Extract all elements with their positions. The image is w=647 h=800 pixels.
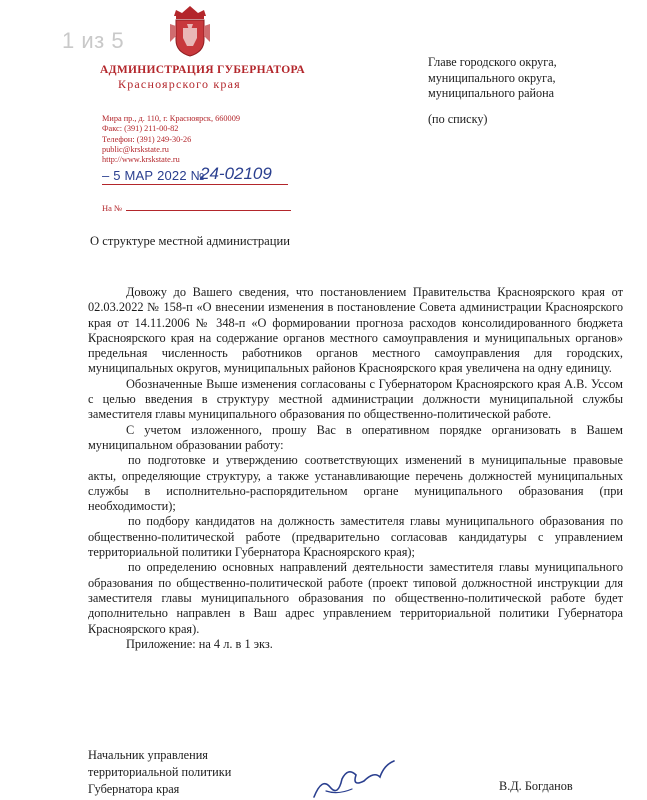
registration-line: [102, 165, 292, 187]
body-list-item: по подбору кандидатов на должность заместителя главы муниципального образования по общественно-политической работе (предварительно согласовав кандидатуры с управлением территориальной политики Губернатора Красноярского края);: [88, 514, 623, 560]
signatory-title: территориальной политики: [88, 765, 232, 779]
letter-body: [88, 285, 623, 652]
contact-fax: Факс: (391) 211-00-82: [102, 124, 179, 134]
contact-phone: Телефон: (391) 249-30-26: [102, 134, 192, 144]
attachment-note: Приложение: на 4 л. в 1 экз.: [126, 636, 273, 651]
addressee-note: (по списку): [428, 112, 488, 126]
contact-address: Мира пр., д. 110, г. Красноярск, 660009: [102, 114, 240, 123]
registration-date-stamp: – 5 МАР 2022 №: [102, 168, 205, 183]
addressee-block: [428, 55, 557, 102]
addressee-line: муниципального округа,: [428, 70, 556, 85]
letter-subject: О структуре местной администрации: [90, 234, 290, 248]
registration-number: 24-02109: [200, 164, 272, 183]
addressee-line: Главе городского округа,: [428, 55, 557, 69]
contact-email: public@krskstate.ru: [102, 144, 169, 154]
page-counter: 1 из 5: [62, 28, 125, 53]
letterhead: [100, 64, 305, 92]
registration-underline: [102, 184, 288, 185]
letterhead-contacts: [102, 114, 240, 165]
body-list-item: по определению основных направлений деятельности заместителя главы муниципального образования по общественно-политической работе (проект типовой должностной инструкции для заместителя главы муниципального образования по общественно-политической работе будет дополнительно направлен в Ваш адрес управлением территориальной политики Губернатора Красноярского края).: [88, 560, 623, 636]
body-paragraph: Обозначенные Выше изменения согласованы с Губернатором Красноярского края А.В. Уссом с целью введения в структуру местной администрации должности муниципальной службы заместителя главы муниципального образования по общественно-политической работе.: [88, 376, 623, 422]
contact-website: http://www.krskstate.ru: [102, 155, 180, 165]
signatory-title: Губернатора края: [88, 782, 180, 796]
signatory-title: Начальник управления: [88, 748, 208, 762]
org-name: АДМИНИСТРАЦИЯ ГУБЕРНАТОРА: [100, 64, 305, 76]
body-paragraph: Довожу до Вашего сведения, что постановлением Правительства Красноярского края от 02.03.2022 № 158-п «О внесении изменения в постановление Совета администрации Красноярского края от 14.11.2006 № 348-п «О формировании прогноза расходов консолидированного бюджета Красноярского края на содержание органов местного самоуправления и муниципальных органов» предельная численность работников органов местного самоуправления для городских, муниципальных округов, муниципальных районов Красноярского края увеличена на одну единицу.: [88, 285, 623, 376]
signatory-name: В.Д. Богданов: [499, 779, 573, 793]
reference-label: На №: [102, 203, 123, 213]
addressee-line: муниципального района: [428, 86, 555, 100]
body-paragraph: С учетом изложенного, прошу Вас в оперативном порядке организовать в Вашем муниципальном образовании работу:: [88, 422, 623, 452]
reference-blank: [126, 203, 291, 211]
signature-block: [88, 747, 231, 798]
handwritten-signature-icon: [308, 757, 400, 800]
org-region: Красноярского края: [118, 77, 241, 91]
krasnoyarsk-coat-of-arms-icon: [166, 2, 214, 58]
reference-line: [102, 203, 291, 213]
body-list-item: по подготовке и утверждению соответствующих изменений в муниципальные правовые акты, определяющие структуру, а также устанавливающие перечень должностей муниципальных службы в исполнительно-распорядительном органе муниципального образования (при необходимости);: [88, 453, 623, 514]
